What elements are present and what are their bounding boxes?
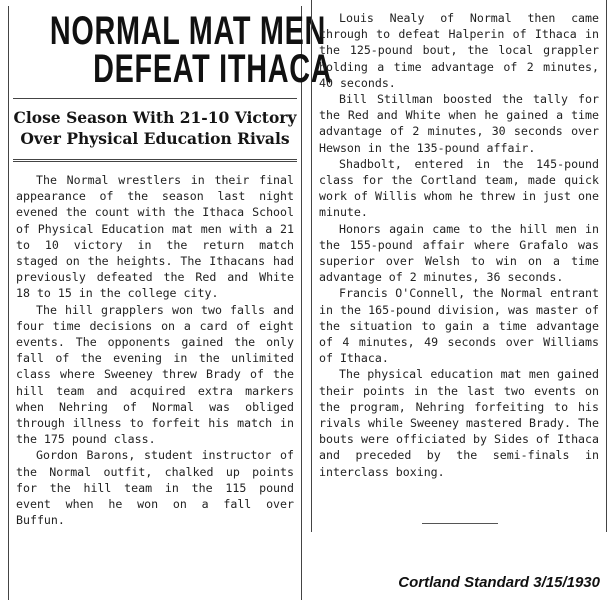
article-paragraph: Shadbolt, entered in the 145-pound class for the Cortland team, made quick work of Willis whom he threw in just one minute. xyxy=(319,156,599,220)
source-caption: Cortland Standard 3/15/1930 xyxy=(398,574,600,591)
article-paragraph: Honors again came to the hill men in the 155-pound affair where Grafalo was superior over Welsh to win on a time advantage of 2 minutes, 36 seconds. xyxy=(319,221,599,285)
subheadline-line-1: Close Season With 21-10 Victory xyxy=(13,108,297,127)
article-paragraph: Bill Stillman boosted the tally for the Red and White when he gained a time advantage of 2 minutes, 30 seconds over Hewson in the 135-pound affair. xyxy=(319,92,599,155)
subheadline-line-2: Over Physical Education Rivals xyxy=(20,129,290,148)
article-paragraph: The physical education mat men gained their points in the last two events on the program, Nehring forfeiting to his rivals while Sweeney mastered Brady. The bouts were officiated by Sides of Ithaca and preceded by the semi-finals in interclass boxing. xyxy=(319,367,599,479)
article-paragraph: Gordon Barons, student instructor of the Normal outfit, chalked up points for the hill team in the 115 pound event when he won on a fall over Buffun. xyxy=(16,448,294,528)
headline xyxy=(9,9,333,91)
subheadline xyxy=(9,107,301,149)
headline-divider xyxy=(13,98,297,99)
article-paragraph: The Normal wrestlers in their final appearance of the season last night evened the count with the Ithaca School of Physical Education mat men with a 21 to 10 victory in the return match staged on the heights. The Ithacans had previously defeated the Red and White 18 to 15 in the college city. xyxy=(16,173,294,301)
subheadline-divider xyxy=(13,159,297,162)
right-column xyxy=(311,0,607,532)
headline-line-2: DEFEAT ITHACA xyxy=(93,47,333,91)
left-column xyxy=(8,6,333,600)
headline-line-1: NORMAL MAT MEN xyxy=(49,9,327,53)
article-paragraph: Francis O'Connell, the Normal entrant in the 165-pound division, was master of the situation to gain a time advantage of 4 minutes, 49 seconds over Williams of Ithaca. xyxy=(319,286,599,366)
article-paragraph: Louis Nealy of Normal then came through to defeat Halperin of Ithaca in the 125-pound bout, the local grappler holding a time advantage of 2 minutes, 40 seconds. xyxy=(319,11,599,90)
article-end-rule xyxy=(422,523,498,524)
article-paragraph: The hill grapplers won two falls and four time decisions on a card of eight events. The opponents gained the only fall of the evening in the unlimited class where Sweeney threw Brady of the hill team and acquired extra markers when Nehring of Normal was obliged through illness to forfeit his match in the 175 pound class. xyxy=(16,302,294,447)
left-article-body xyxy=(9,172,301,528)
right-article-body xyxy=(312,10,606,480)
